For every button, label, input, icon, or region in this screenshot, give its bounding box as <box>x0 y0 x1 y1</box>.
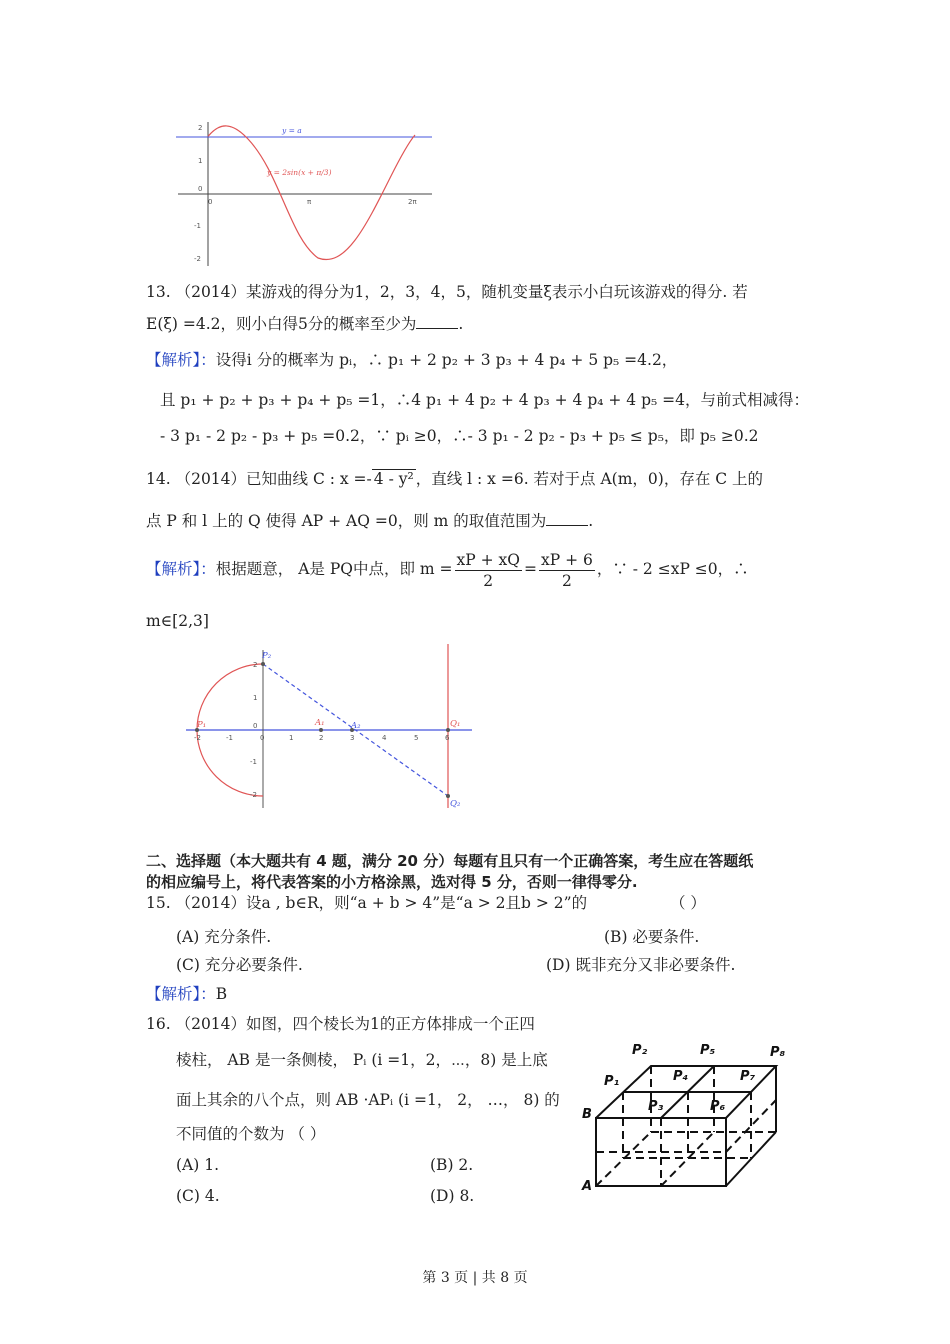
a14-text1: 根据题意， A是 PQ中点，即 m = <box>215 560 453 578</box>
page-footer: 第 3 页 | 共 8 页 <box>422 1270 528 1286</box>
fig1-ytick-1: 1 <box>198 157 203 165</box>
q15-answer-tag: 【解析】： <box>146 985 216 1003</box>
fig2-label-q1: Q₁ <box>450 719 461 729</box>
cube-label-a: A <box>582 1179 593 1194</box>
fig2-ytick-m2: -2 <box>250 791 257 799</box>
q16-line1: 16. （2014）如图，四个棱长为1的正方体排成一个正四 <box>146 1015 535 1033</box>
a14-tag: 【解析】： <box>146 560 216 578</box>
a13-tag: 【解析】： <box>146 351 216 369</box>
fig2-ytick-1: 1 <box>253 694 258 702</box>
cube-prism-figure <box>576 1038 796 1198</box>
a14-frac1 <box>455 550 522 591</box>
fig1-xtick-2pi: 2π <box>408 198 417 206</box>
q14-line2-post: . <box>588 512 594 530</box>
fig2-xtick-1: 1 <box>289 734 294 742</box>
q13-blank <box>416 314 458 329</box>
fig2-ytick-2: 2 <box>253 661 258 669</box>
a14-frac2 <box>539 550 595 591</box>
q16-option-a: (A) 1. <box>176 1156 220 1174</box>
a13-text1: 设得i 分的概率为 pᵢ，∴ p₁ + 2 p₂ + 3 p₃ + 4 p₄ + 5 p₅ =4.2， <box>215 351 678 369</box>
q16-option-c: (C) 4. <box>176 1187 220 1205</box>
q14-sqrt: 4 - y² <box>373 470 414 488</box>
q14-line1-a: 14. （2014）已知曲线 C : x =- <box>146 470 372 488</box>
q16-option-d: (D) 8. <box>430 1187 475 1205</box>
fig2-label-q2: Q₂ <box>450 799 461 809</box>
q15-option-d: (D) 既非充分又非必要条件. <box>546 956 736 974</box>
fig2-xtick-2: 2 <box>319 734 324 742</box>
q15-paren: （ ） <box>670 894 706 912</box>
cube-label-p4: P₄ <box>673 1069 689 1084</box>
a14-line1 <box>146 547 749 591</box>
q14-line2-pre: 点 P 和 l 上的 Q 使得 AP + AQ =0，则 m 的取值范围为 <box>146 512 547 530</box>
q13-line2 <box>146 314 463 334</box>
semicircle-figure <box>180 642 480 812</box>
fig1-ytick-m1: -1 <box>194 222 201 230</box>
a14-eq: = <box>523 560 537 578</box>
fig1-ytick-m2: -2 <box>194 255 201 263</box>
cube-label-p3: P₃ <box>648 1099 664 1114</box>
q14-line2 <box>146 511 593 531</box>
q16-line2: 棱柱， AB 是一条侧棱， Pᵢ (i =1，2，⋯，8) 是上底 <box>176 1051 548 1069</box>
a13-line2: 且 p₁ + p₂ + p₃ + p₄ + p₅ =1，∴4 p₁ + 4 p₂ + 4 p₃ + 4 p₄ + 4 p₅ =4，与前式相减得： <box>160 391 810 409</box>
q13-line1: 13. （2014）某游戏的得分为1，2，3，4，5，随机变量ξ表示小白玩该游戏的得分. 若 <box>146 283 748 301</box>
fig1-ytick-2: 2 <box>198 124 203 132</box>
a14-frac2-den: 2 <box>561 571 572 590</box>
fig2-ytick-m1: -1 <box>250 758 257 766</box>
cube-label-p6: P₆ <box>710 1099 726 1114</box>
fig1-xtick-0: 0 <box>208 198 213 206</box>
a14-line2: m∈[2,3] <box>146 612 209 630</box>
q13-line2-pre: E(ξ) =4.2，则小白得5分的概率至少为 <box>146 315 417 333</box>
a14-frac2-num: xP + 6 <box>540 550 593 569</box>
fig2-xtick-6: 6 <box>445 734 450 742</box>
a14-frac1-den: 2 <box>483 571 494 590</box>
fig2-xtick-4: 4 <box>382 734 387 742</box>
fig2-xtick-m1: -1 <box>226 734 233 742</box>
cube-label-b: B <box>582 1107 592 1122</box>
cube-label-p2: P₂ <box>632 1043 648 1058</box>
fig2-label-a1: A₁ <box>315 718 325 728</box>
fig2-xtick-0: 0 <box>260 734 265 742</box>
q15-answer <box>146 984 227 1004</box>
fig1-line-label: y = a <box>282 126 302 135</box>
fig2-label-p1: P₁ <box>197 720 207 730</box>
fig2-label-p2: P₂ <box>262 651 272 661</box>
fig1-ytick-0: 0 <box>198 185 203 193</box>
q15-option-a: (A) 充分条件. <box>176 928 272 946</box>
q14-line1-b: ，直线 l : x =6. 若对于点 A(m，0)，存在 C 上的 <box>415 470 764 488</box>
section2-line1: 二、选择题（本大题共有 4 题，满分 20 分）每题有且只有一个正确答案，考生应在答题纸 <box>146 852 754 870</box>
q16-option-b: (B) 2. <box>430 1156 474 1174</box>
q16-line4: 不同值的个数为 （ ） <box>176 1125 326 1143</box>
a14-text2: ，∵ - 2 ≤xP ≤0，∴ <box>596 560 749 578</box>
cube-label-p1: P₁ <box>604 1074 620 1089</box>
fig2-ytick-0: 0 <box>253 722 258 730</box>
q15-stem: 15. （2014）设a , b∈R，则“a + b > 4”是“a > 2且b > 2”的 <box>146 894 588 912</box>
cube-label-p8: P₈ <box>770 1045 786 1060</box>
q14-line1 <box>146 469 763 489</box>
a14-frac1-num: xP + xQ <box>456 550 520 569</box>
q16-line3: 面上其余的八个点，则 AB ·APᵢ (i =1， 2， …， 8) 的 <box>176 1091 560 1109</box>
section2-line2: 的相应编号上，将代表答案的小方格涂黑，选对得 5 分，否则一律得零分. <box>146 873 638 891</box>
fig2-xtick-m2: -2 <box>194 734 201 742</box>
q15-option-b: (B) 必要条件. <box>604 928 700 946</box>
a13-line1 <box>146 350 677 370</box>
cube-label-p5: P₅ <box>700 1043 716 1058</box>
cube-label-p7: P₇ <box>740 1069 756 1084</box>
q13-line2-post: . <box>458 315 464 333</box>
fig2-xtick-5: 5 <box>414 734 419 742</box>
q15-option-c: (C) 充分必要条件. <box>176 956 303 974</box>
fig1-xtick-pi: π <box>307 198 312 206</box>
a13-line3: - 3 p₁ - 2 p₂ - p₃ + p₅ =0.2，∵ pᵢ ≥0，∴- 3 p₁ - 2 p₂ - p₃ + p₅ ≤ p₅，即 p₅ ≥0.2 <box>160 427 759 445</box>
q15-answer-value: B <box>215 985 228 1003</box>
fig2-xtick-3: 3 <box>350 734 355 742</box>
fig2-label-a2: A₂ <box>351 721 361 731</box>
sine-graph-figure <box>170 118 440 268</box>
fig1-curve-label: y = 2sin(x + π/3) <box>267 168 332 177</box>
q14-blank <box>546 511 588 526</box>
